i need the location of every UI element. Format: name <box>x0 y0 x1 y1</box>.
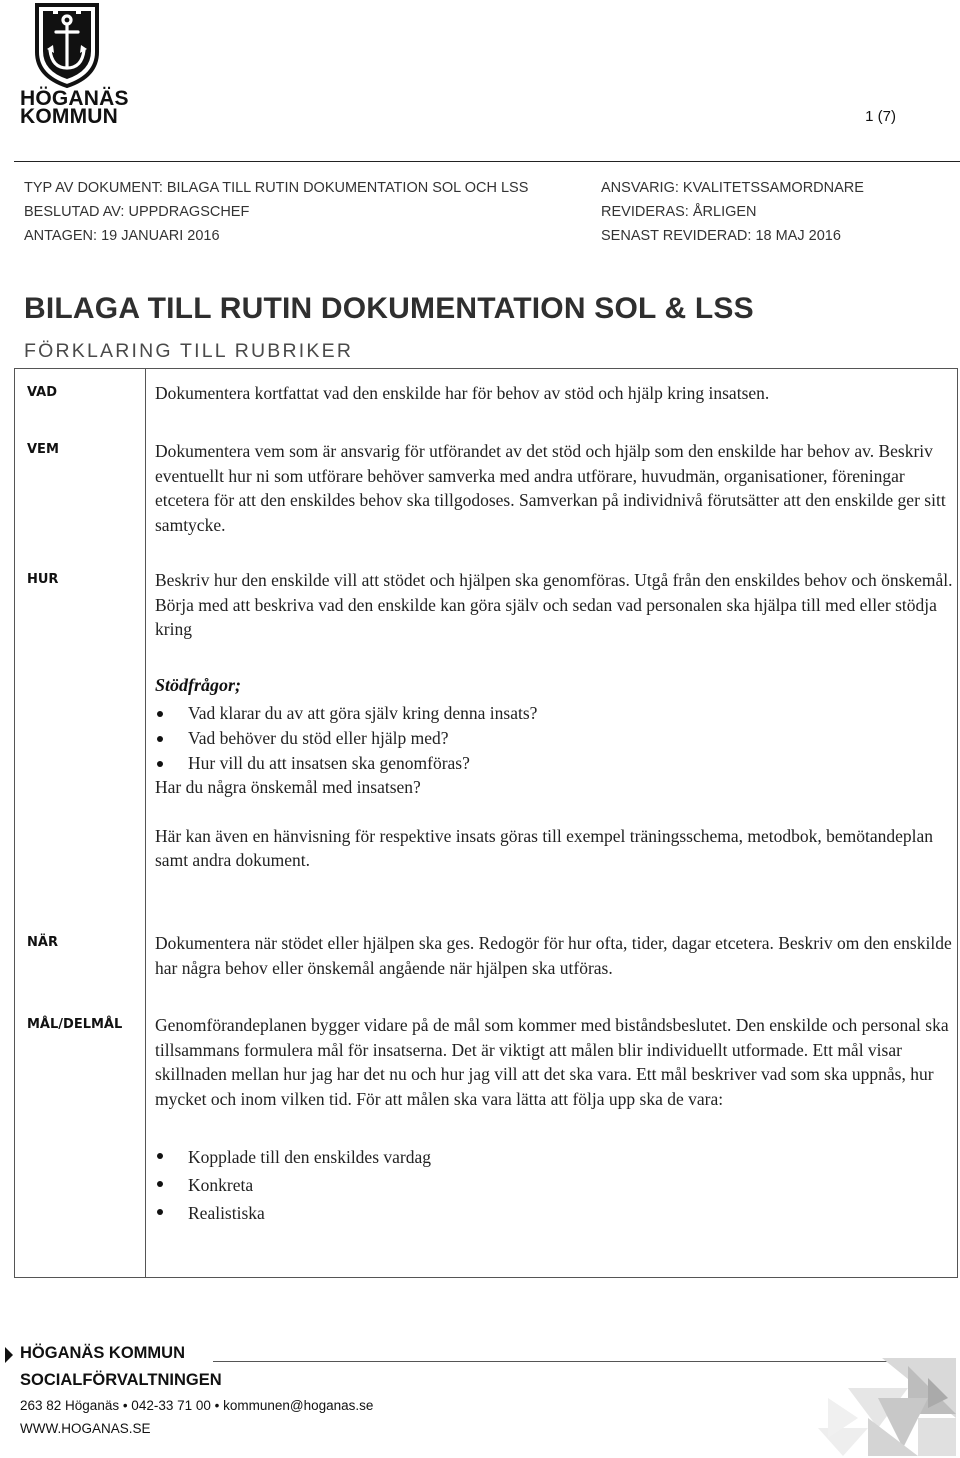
logo <box>20 2 129 132</box>
document-title: BILAGA TILL RUTIN DOKUMENTATION SOL & LSS <box>24 292 754 325</box>
meta-left <box>24 176 528 248</box>
footer-web: WWW.HOGANAS.SE <box>20 1421 151 1436</box>
reference-note: Här kan även en hänvisning för respektive insats göras till exempel träningsschema, metodbok, bemötandeplan samt andra dokument. <box>155 825 934 871</box>
anchor-crest-icon <box>34 2 100 88</box>
text-hur: Beskriv hur den enskilde vill att stödet och hjälpen ska genomföras. Utgå från den enskildes behov och önskemål. Börja med att beskriva vad den enskilde kan göra själv och sedan vad personalen ska hjälpa till med eller stödja kring <box>155 570 953 640</box>
list-item: Hur vill du att insatsen ska genomföras? <box>155 751 955 776</box>
cell-hur <box>155 568 955 873</box>
meta-right <box>601 176 864 248</box>
logo-line2: KOMMUN <box>20 105 119 128</box>
footer-arrow-icon <box>5 1347 13 1363</box>
label-nar: NÄR <box>27 935 58 950</box>
list-item: Konkreta <box>155 1171 955 1199</box>
page-number: 1 (7) <box>865 108 896 125</box>
text-nar: Dokumentera när stödet eller hjälpen ska ges. Redogör för hur ofta, tider, dagar etcetera. Beskriv om den enskilde har några behov eller önskemål angående när hjälpen ska utföras. <box>155 933 952 978</box>
meta-last-revised: SENAST REVIDERAD: 18 MAJ 2016 <box>601 228 841 244</box>
text-vem: Dokumentera vem som är ansvarig för utförandet av det stöd och hjälp som den enskilde har behov av. Beskriv eventuellt hur ni som utförare behöver samverka med andra utförare, huvudmän, organisationer, föreningar etcetera för att den enskildes behov ska tillgodoses. Samverkan på individnivå förutsätter att den enskilde ger sitt samtycke. <box>155 441 946 535</box>
label-vem: VEM <box>27 442 59 457</box>
meta-doc-type: TYP AV DOKUMENT: BILAGA TILL RUTIN DOKUMENTATION SOL OCH LSS <box>24 180 529 196</box>
footer-contact: 263 82 Höganäs • 042-33 71 00 • kommunen@hoganas.se <box>20 1398 374 1413</box>
support-questions-heading: Stödfrågor; <box>155 674 242 695</box>
list-item: Vad klarar du av att göra själv kring denna insats? <box>155 701 955 726</box>
text-mal: Genomförandeplanen bygger vidare på de mål som kommer med biståndsbeslutet. Den enskilde och personal ska tillsammans formulera mål för insatserna. Det är viktigt att målen blir individuellt utformade. Ett mål visar skillnaden mellan hur jag har det nu och hur jag vill att det ska vara. Ett mål beskriver vad som ska uppnås, hur mycket och inom vilken tid. För att målen ska vara lätta att följa upp ska de vara: <box>155 1015 949 1109</box>
cell-vad <box>155 381 955 406</box>
label-hur: HUR <box>27 572 59 587</box>
triangle-pattern-icon <box>808 1358 956 1456</box>
cell-nar <box>155 931 955 980</box>
label-mal: MÅL/DELMÅL <box>27 1017 123 1032</box>
meta-revised: REVIDERAS: ÅRLIGEN <box>601 204 757 220</box>
cell-mal <box>155 1013 955 1227</box>
list-item: Vad behöver du stöd eller hjälp med? <box>155 726 955 751</box>
text-vad: Dokumentera kortfattat vad den enskilde har för behov av stöd och hjälp kring insatsen. <box>155 383 770 403</box>
meta-decided-by: BESLUTAD AV: UPPDRAGSCHEF <box>24 204 250 220</box>
goal-criteria-list <box>155 1143 955 1227</box>
cell-vem <box>155 439 955 537</box>
list-item: Kopplade till den enskildes vardag <box>155 1143 955 1171</box>
rubric-table <box>14 368 958 1278</box>
meta-responsible: ANSVARIG: KVALITETSSAMORDNARE <box>601 180 864 196</box>
header-divider <box>14 161 960 162</box>
column-divider <box>145 369 146 1277</box>
list-item: Realistiska <box>155 1199 955 1227</box>
extra-question: Har du några önskemål med insatsen? <box>155 777 421 798</box>
label-vad: VAD <box>27 385 58 400</box>
footer-org: HÖGANÄS KOMMUN <box>20 1344 185 1362</box>
document-subtitle: FÖRKLARING TILL RUBRIKER <box>24 340 354 362</box>
logo-line1: HÖGANÄS <box>20 87 129 110</box>
support-questions-list <box>155 701 955 775</box>
footer-dept: SOCIALFÖRVALTNINGEN <box>20 1371 222 1389</box>
meta-adopted: ANTAGEN: 19 JANUARI 2016 <box>24 228 220 244</box>
